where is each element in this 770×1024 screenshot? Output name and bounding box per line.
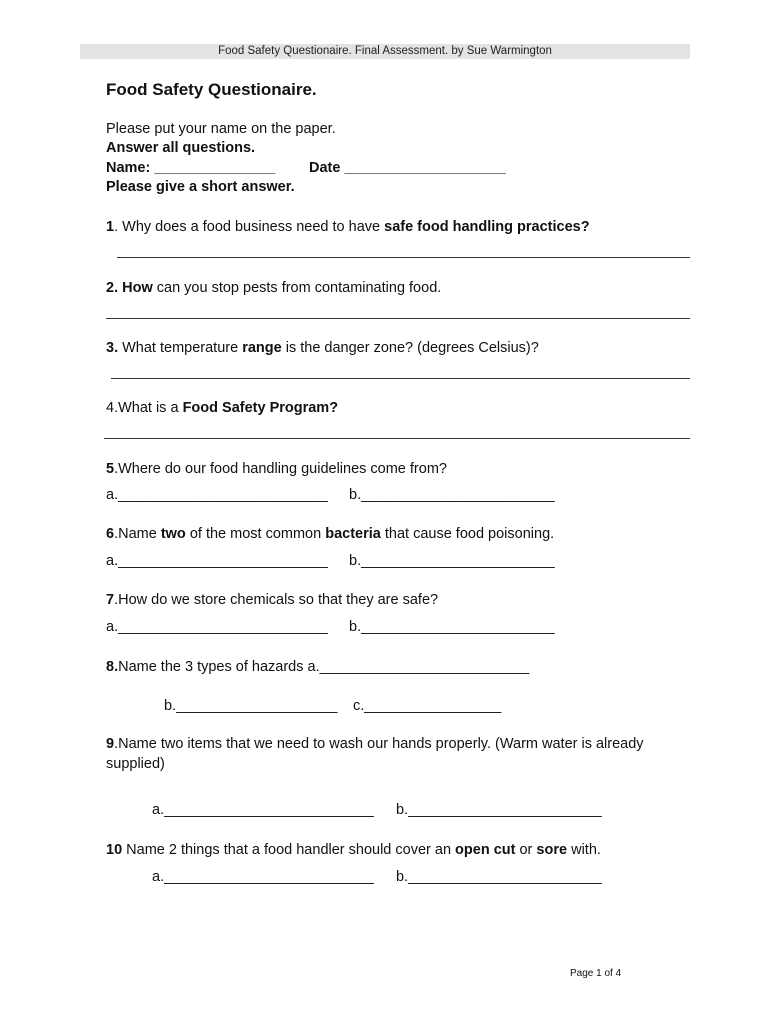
question-1 xyxy=(106,219,590,235)
question-10-text-mid: or xyxy=(515,842,537,858)
question-9-number: 9 xyxy=(106,736,115,752)
page-title: Food Safety Questionaire. xyxy=(106,80,317,99)
question-5-answer-b[interactable]: b.________________________ xyxy=(349,487,555,503)
answer-line-4[interactable] xyxy=(104,438,690,439)
question-7-text: .How do we store chemicals so that they are safe? xyxy=(114,592,439,608)
question-2-text: can you stop pests from contaminating food. xyxy=(152,280,442,296)
answer-line-3[interactable] xyxy=(111,378,690,379)
question-4-text: 4.What is a xyxy=(106,400,183,416)
question-6-text: .Name xyxy=(114,526,161,542)
question-8-text-answer-a[interactable]: Name the 3 types of hazards a.__________________________ xyxy=(118,659,530,675)
question-10-answer-a[interactable]: a.__________________________ xyxy=(152,869,374,885)
question-4-emphasis: Food Safety Program? xyxy=(182,400,339,416)
question-6-number: 6 xyxy=(106,526,115,542)
question-6-answer-a[interactable]: a.__________________________ xyxy=(106,553,328,569)
question-1-emphasis: safe food handling practices? xyxy=(384,219,590,235)
question-3-number: 3. xyxy=(106,340,119,356)
question-9 xyxy=(106,736,644,752)
question-8-number: 8. xyxy=(106,659,119,675)
question-5-answer-a[interactable]: a.__________________________ xyxy=(106,487,328,503)
instruction-short-answer: Please give a short answer. xyxy=(106,179,295,195)
question-7 xyxy=(106,592,438,608)
question-3-text: What temperature xyxy=(118,340,243,356)
question-10-number: 10 xyxy=(106,842,123,858)
answer-line-1[interactable] xyxy=(117,257,690,258)
question-6-answer-b[interactable]: b.________________________ xyxy=(349,553,555,569)
question-3-emphasis: range xyxy=(242,340,282,356)
question-10 xyxy=(106,842,601,858)
question-6 xyxy=(106,526,554,542)
question-6-text-end: that cause food poisoning. xyxy=(380,526,555,542)
question-9-answer-b[interactable]: b.________________________ xyxy=(396,802,602,818)
question-10-answer-b[interactable]: b.________________________ xyxy=(396,869,602,885)
name-field[interactable]: Name: _______________ xyxy=(106,160,276,176)
instruction-name-paper: Please put your name on the paper. xyxy=(106,121,336,137)
page-number: Page 1 of 4 xyxy=(570,968,622,979)
question-7-answer-b[interactable]: b.________________________ xyxy=(349,619,555,635)
question-6-emphasis-bacteria: bacteria xyxy=(325,526,381,542)
question-8 xyxy=(106,659,529,675)
question-3 xyxy=(106,340,539,356)
question-10-text: Name 2 things that a food handler should cover an xyxy=(122,842,456,858)
date-field[interactable]: Date ____________________ xyxy=(309,160,506,176)
question-9-text: .Name two items that we need to wash our hands properly. (Warm water is already xyxy=(114,736,644,752)
instruction-answer-all: Answer all questions. xyxy=(106,140,256,156)
question-2 xyxy=(106,280,441,296)
question-5 xyxy=(106,461,447,477)
question-9-answer-a[interactable]: a.__________________________ xyxy=(152,802,374,818)
question-1-text: . Why does a food business need to have xyxy=(114,219,385,235)
question-10-emphasis-sore: sore xyxy=(536,842,568,858)
question-9-text-cont: supplied) xyxy=(106,756,165,772)
question-10-text-end: with. xyxy=(567,842,601,858)
running-header: Food Safety Questionaire. Final Assessment. by Sue Warmington xyxy=(80,44,690,59)
question-7-number: 7 xyxy=(106,592,115,608)
question-4 xyxy=(106,400,338,416)
question-8-answer-c[interactable]: c._________________ xyxy=(353,698,502,714)
question-3-text-end: is the danger zone? (degrees Celsius)? xyxy=(281,340,539,356)
question-1-number: 1 xyxy=(106,219,115,235)
answer-line-2[interactable] xyxy=(106,318,690,319)
question-10-emphasis-open-cut: open cut xyxy=(455,842,516,858)
question-6-text-mid: of the most common xyxy=(185,526,326,542)
question-6-emphasis-two: two xyxy=(160,526,186,542)
question-5-text: .Where do our food handling guidelines come from? xyxy=(114,461,447,477)
question-8-answer-b[interactable]: b.____________________ xyxy=(164,698,338,714)
question-7-answer-a[interactable]: a.__________________________ xyxy=(106,619,328,635)
question-2-number: 2. How xyxy=(106,280,153,296)
question-5-number: 5 xyxy=(106,461,115,477)
